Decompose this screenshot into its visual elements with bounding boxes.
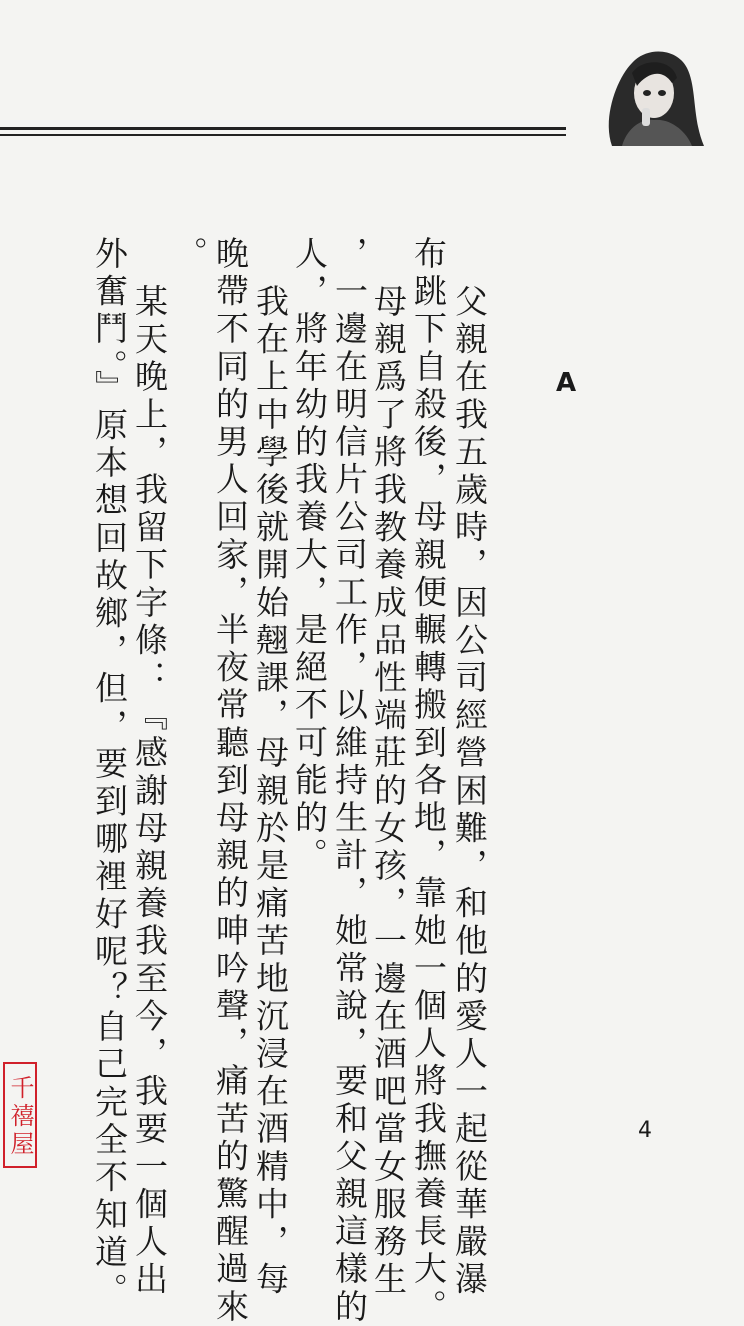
text-column-5: 人，將年幼的我養大，是絕不可能的。 [290, 236, 329, 876]
text-column-7: 晚帶不同的男人回家，半夜常聽到母親的呻吟聲，痛苦的驚醒過來 [211, 236, 250, 1326]
section-letter: A [556, 368, 577, 398]
text-column-3: 母親爲了將我教養成品性端莊的女孩，一邊在酒吧當女服務生 [369, 284, 408, 1300]
text-column-2: 布跳下自殺後，母親便輾轉搬到各地，靠她一個人將我撫養長大。 [409, 236, 448, 1326]
publisher-seal: 千禧屋 [3, 1062, 37, 1168]
text-column-9: 某天晚上，我留下字條：『感謝母親養我至今，我要一個人出 [130, 284, 169, 1300]
text-column-8: 。 [170, 236, 209, 274]
text-column-6: 我在上中學後就開始翹課，母親於是痛苦地沉浸在酒精中，每 [251, 284, 290, 1300]
girl-illustration [592, 38, 710, 146]
text-column-1: 父親在我五歲時，因公司經營困難，和他的愛人一起從華嚴瀑 [450, 284, 489, 1300]
page-number: 4 [638, 1118, 652, 1143]
header-rule-thin [0, 134, 566, 136]
header-rule-thick [0, 127, 566, 130]
text-column-10: 外奮鬥。』原本想回故鄉，但，要到哪裡好呢？自己完全不知道。 [90, 236, 129, 1310]
text-column-4: ，一邊在明信片公司工作，以維持生計，她常說，要和父親這樣的 [330, 236, 369, 1326]
